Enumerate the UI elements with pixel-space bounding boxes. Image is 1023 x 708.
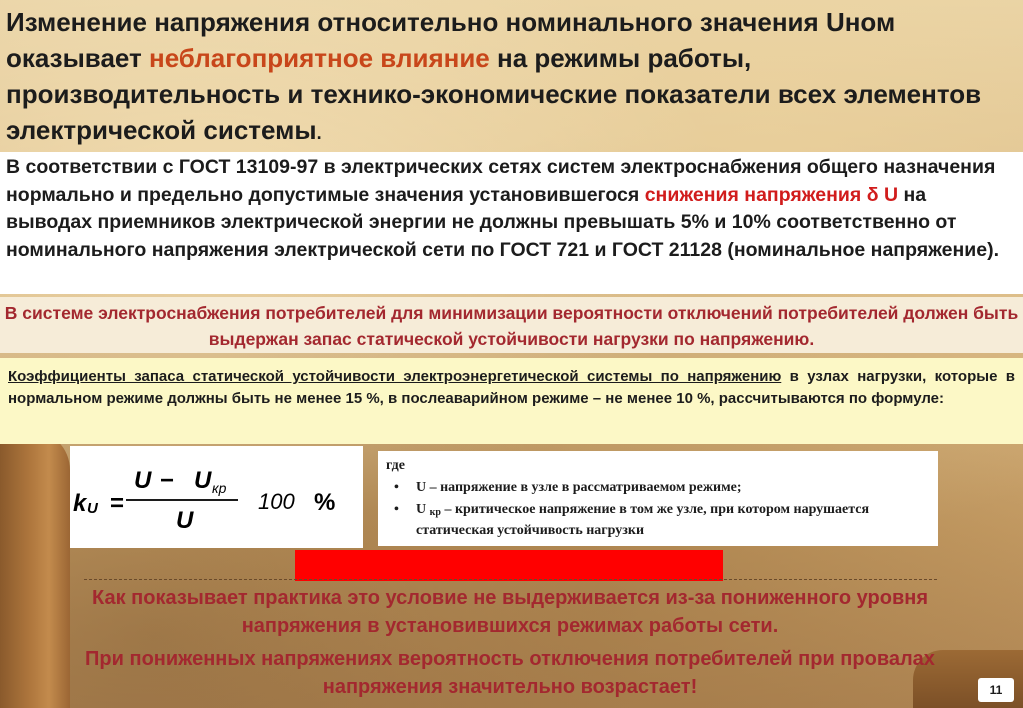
- formula-fraction-line: [126, 499, 238, 501]
- title-part2: на режимы работы, производительность и технико-экономические показатели всех элементов электрической системы: [6, 43, 982, 145]
- formula-numerator-u: U: [134, 467, 152, 494]
- title-part1: Изменение напряжения относительно номинального значения Uном оказывает: [6, 7, 896, 73]
- formula-k: k: [73, 490, 87, 517]
- bullet-icon: •: [394, 502, 399, 517]
- formula-minus: −: [160, 467, 175, 494]
- coefficient-definition-box: [0, 358, 1023, 444]
- coef-underlined: Коэффициенты запаса статической устойчивости электроэнергетической системы по напряжению: [8, 368, 782, 385]
- probability-text: При пониженных напряжениях вероятность отключения потребителей при провалах напряжения значительно возрастает!: [85, 648, 935, 698]
- formula-percent: %: [314, 489, 336, 516]
- slide-title: [6, 4, 1016, 151]
- legend-item-ukr: [386, 501, 928, 540]
- legend-item-ukr-sub: кр: [429, 507, 441, 518]
- legend-where: где: [386, 458, 405, 473]
- formula-legend-box: [378, 451, 938, 546]
- formula-denominator: U: [176, 507, 194, 534]
- practice-text: Как показывает практика это условие не выдерживается из-за пониженного уровня напряжения в установившихся режимах работы сети.: [92, 587, 928, 637]
- formula-equals: =: [110, 490, 125, 517]
- gost-highlight: снижения напряжения δ U: [644, 183, 899, 206]
- title-end: .: [316, 123, 322, 143]
- stability-reserve-box: [0, 297, 1023, 353]
- formula-hundred: 100: [258, 489, 295, 514]
- formula-numerator-ukr: U: [194, 467, 212, 494]
- legend-item-ukr-text: – критическое напряжение в том же узле, при котором нарушается статическая устойчивость нагрузки: [416, 502, 870, 538]
- reserve-text: В системе электроснабжения потребителей для минимизации вероятности отключений потребителей должен быть выдержан запас статической устойчивости нагрузки по напряжению.: [4, 303, 1019, 349]
- page-number: 11: [978, 678, 1014, 702]
- gost-part1: В соответствии с ГОСТ 13109-97 в электрических сетях систем электроснабжения общего назначения нормально и предельно допустимые значения установившегося: [6, 156, 996, 206]
- legend-item-u: [386, 479, 928, 497]
- bullet-icon: •: [394, 480, 399, 495]
- title-highlight: неблагоприятное влияние: [148, 43, 490, 73]
- formula-ukr-subscript: кр: [212, 480, 227, 496]
- legend-item-ukr-var: U: [416, 502, 430, 517]
- gost-part2: на выводах приемников электрической энергии не должны превышать 5% и 10% соответственно от номинального напряжения электрической сети по ГОСТ 721 и ГОСТ 21128 (номинальное напряжение).: [6, 183, 1000, 261]
- gost-requirements-box: [0, 152, 1023, 294]
- formula-k-subscript: U: [87, 500, 98, 517]
- dashed-divider: [84, 579, 937, 580]
- red-highlight-bar: [295, 550, 723, 581]
- coef-rest: в узлах нагрузки, которые в нормальном режиме должны быть не менее 15 %, в послеаварийном режиме – не менее 10 %, рассчитываются по формуле:: [8, 368, 1015, 407]
- legend-item-u-text: U – напряжение в узле в рассматриваемом режиме;: [416, 480, 742, 495]
